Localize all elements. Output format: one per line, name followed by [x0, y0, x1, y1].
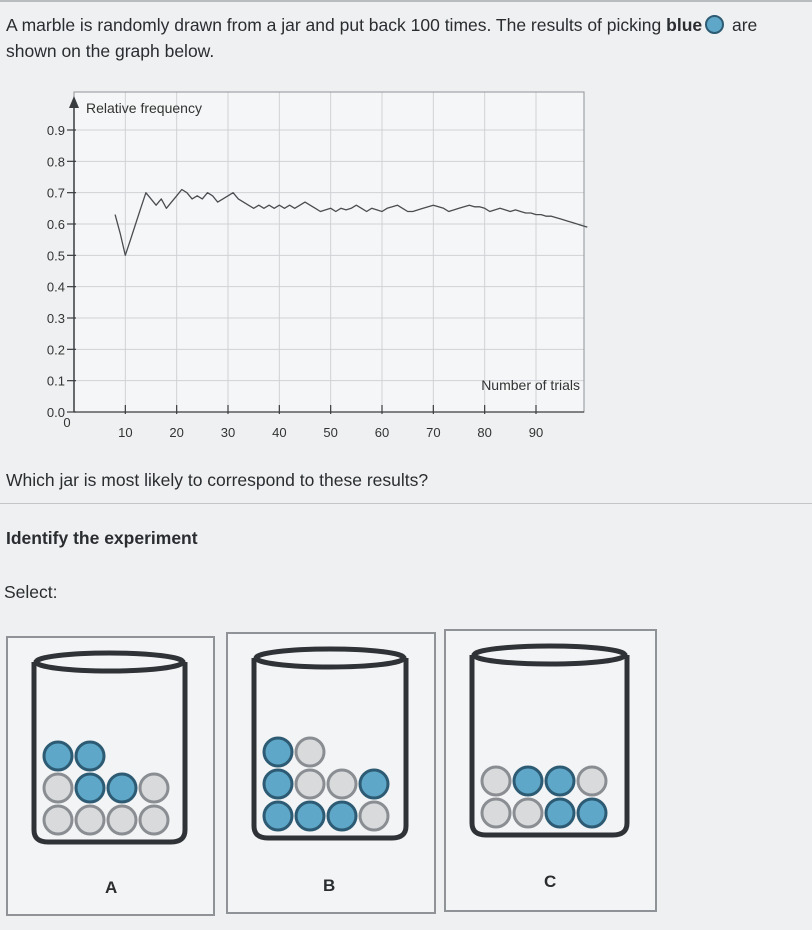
- blue-marble: [546, 799, 574, 827]
- question-text: [6, 12, 806, 64]
- gray-marble: [296, 770, 324, 798]
- y-tick-label: 0.9: [46, 123, 65, 138]
- blue-marble: [264, 738, 292, 766]
- blue-marble: [76, 742, 104, 770]
- blue-marble: [76, 774, 104, 802]
- relative-frequency-chart: [0, 90, 600, 450]
- blue-marble: [514, 767, 542, 795]
- x-axis-label: Number of trials: [481, 377, 580, 393]
- blue-marble: [328, 802, 356, 830]
- gray-marble: [140, 806, 168, 834]
- jar-c-illustration: [446, 631, 655, 861]
- gray-marble: [44, 774, 72, 802]
- y-tick-label: 0.4: [46, 279, 65, 295]
- section-title: Identify the experiment: [6, 528, 198, 548]
- gray-marble: [578, 767, 606, 795]
- gray-marble: [108, 806, 136, 834]
- option-a-label: A: [105, 878, 118, 897]
- gray-marble: [140, 774, 168, 802]
- y-axis-label: Relative frequency: [86, 100, 202, 116]
- blue-marble: [264, 770, 292, 798]
- option-b-label: B: [323, 876, 336, 895]
- gray-marble: [360, 802, 388, 830]
- option-jar-b[interactable]: [226, 632, 436, 914]
- y-tick-label: 0.5: [46, 248, 65, 264]
- x-tick-label: 10: [118, 425, 133, 440]
- plot-area: [74, 92, 584, 412]
- gray-marble: [514, 799, 542, 827]
- x-tick-label: 0: [63, 415, 71, 430]
- jar-rim: [256, 649, 404, 667]
- jar-rim: [36, 653, 183, 671]
- y-tick-label: 0.2: [46, 342, 65, 358]
- x-tick-label: 80: [477, 425, 492, 440]
- blue-marble: [546, 767, 574, 795]
- y-tick-label: 0.0: [46, 405, 65, 420]
- y-tick-label: 0.1: [46, 373, 65, 389]
- x-tick-label: 20: [169, 425, 184, 440]
- question-part1: A marble is randomly drawn from a jar and put back 100 times. The results of picking: [6, 15, 662, 35]
- x-tick-label: 90: [528, 425, 544, 440]
- y-tick-label: 0.8: [46, 154, 65, 170]
- question-prompt: Which jar is most likely to correspond to these results?: [6, 470, 429, 490]
- gray-marble: [44, 806, 72, 834]
- top-rule: [0, 0, 812, 2]
- x-tick-label: 50: [323, 425, 338, 440]
- gray-marble: [482, 767, 510, 795]
- blue-marble: [44, 742, 72, 770]
- option-jar-a[interactable]: [6, 636, 215, 916]
- x-tick-label: 40: [272, 425, 287, 440]
- y-tick-label: 0.6: [46, 217, 65, 232]
- question-part2: are shown on the graph below.: [6, 15, 758, 61]
- blue-marble: [264, 802, 292, 830]
- x-tick-label: 70: [426, 425, 441, 440]
- gray-marble: [76, 806, 104, 834]
- blue-word: blue: [666, 15, 703, 35]
- jar-rim: [474, 646, 625, 664]
- blue-marble-icon: [705, 15, 724, 34]
- gray-marble: [482, 799, 510, 827]
- jar-a-illustration: [8, 638, 213, 868]
- option-jar-c[interactable]: [444, 629, 657, 912]
- select-label: Select:: [4, 582, 58, 602]
- blue-marble: [360, 770, 388, 798]
- section-divider: [0, 503, 812, 504]
- gray-marble: [296, 738, 324, 766]
- option-c-label: C: [544, 872, 557, 891]
- jar-b-illustration: [228, 634, 434, 864]
- blue-marble: [296, 802, 324, 830]
- gray-marble: [328, 770, 356, 798]
- blue-marble: [578, 799, 606, 827]
- blue-marble: [108, 774, 136, 802]
- x-tick-label: 60: [374, 425, 390, 440]
- y-tick-label: 0.7: [46, 185, 65, 201]
- y-tick-label: 0.3: [46, 311, 65, 326]
- x-tick-label: 30: [220, 425, 236, 440]
